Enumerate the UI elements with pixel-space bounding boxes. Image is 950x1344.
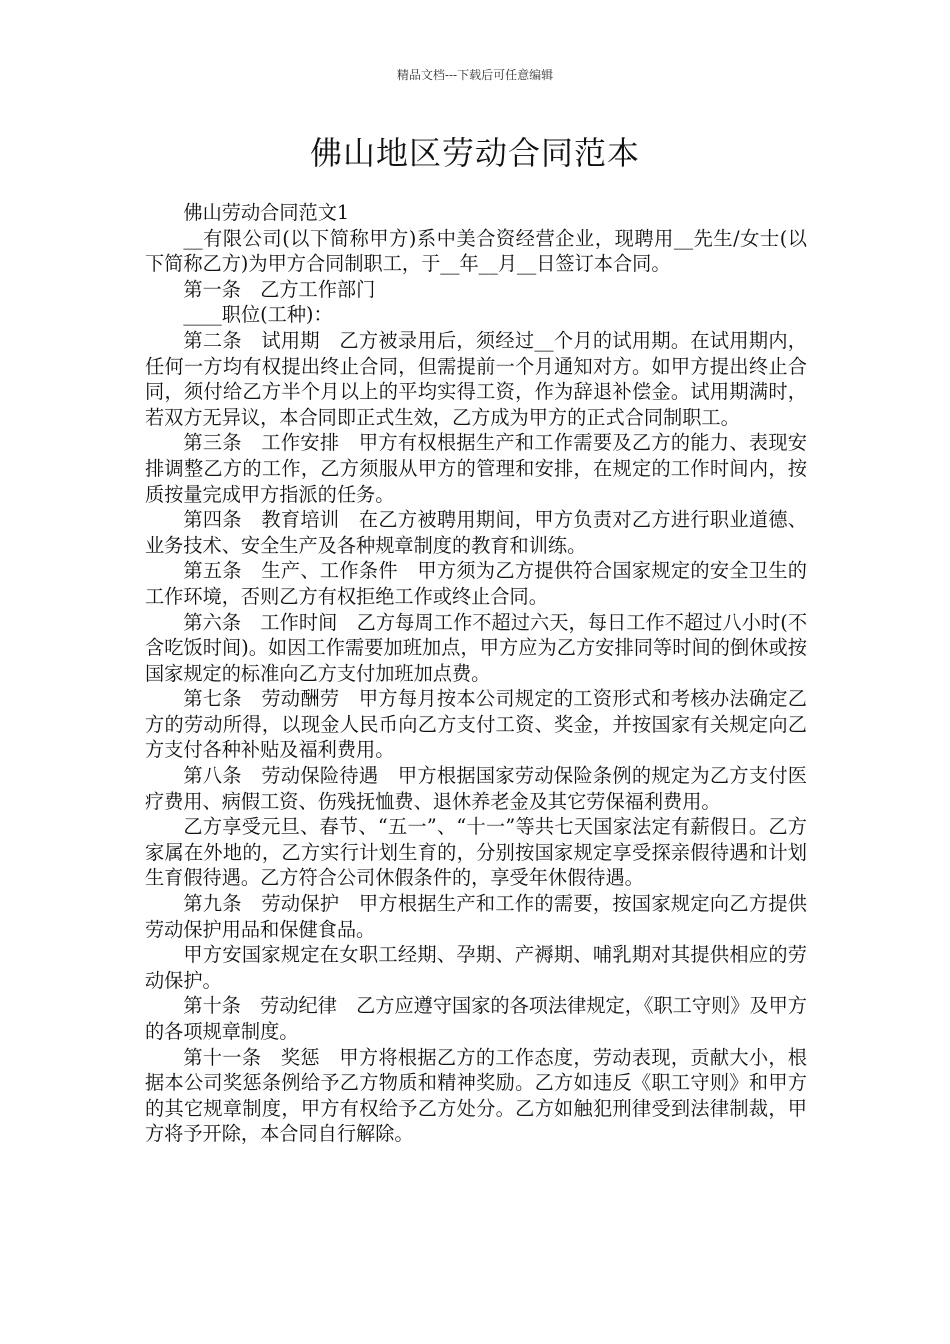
paragraph: 第九条 劳动保护 甲方根据生产和工作的需要，按国家规定向乙方提供劳动保护用品和保健食品。 [145,892,807,941]
paragraph: 第三条 工作安排 甲方有权根据生产和工作需要及乙方的能力、表现安排调整乙方的工作，乙方须服从甲方的管理和安排，在规定的工作时间内，按质按量完成甲方指派的任务。 [145,431,807,506]
paragraph: 乙方享受元旦、春节、“五一”、“十一”等共七天国家法定有薪假日。乙方家属在外地的，乙方实行计划生育的，分别按国家规定享受探亲假待遇和计划生育假待遇。乙方符合公司休假条件的，享受年休假待遇。 [145,815,807,890]
paragraph: __有限公司(以下简称甲方)系中美合资经营企业，现聘用__先生/女士(以下简称乙方)为甲方合同制职工，于__年__月__日签订本合同。 [145,226,807,276]
paragraph: 第五条 生产、工作条件 甲方须为乙方提供符合国家规定的安全卫生的工作环境，否则乙方有权拒绝工作或终止合同。 [145,559,807,608]
paragraph: 第二条 试用期 乙方被录用后，须经过__个月的试用期。在试用期内，任何一方均有权提出终止合同，但需提前一个月通知对方。如甲方提出终止合同，须付给乙方半个月以上的平均实得工资，作为辞退补偿金。试用期满时，若双方无异议，本合同即正式生效，乙方成为甲方的正式合同制职工。 [145,328,807,429]
paragraph: 第四条 教育培训 在乙方被聘用期间，甲方负责对乙方进行职业道德、业务技术、安全生产及各种规章制度的教育和训练。 [145,508,807,557]
paragraph: 第六条 工作时间 乙方每周工作不超过六天，每日工作不超过八小时(不含吃饭时间)。如因工作需要加班加点，甲方应为乙方安排同等时间的倒休或按国家规定的标准向乙方支付加班加点费。 [145,610,807,685]
page-header: 精品文档---下载后可任意编辑 [396,68,554,82]
document-title: 佛山地区劳动合同范本 [309,134,640,172]
paragraph: 佛山劳动合同范文1 [183,201,350,224]
paragraph: 甲方安国家规定在女职工经期、孕期、产褥期、哺乳期对其提供相应的劳动保护。 [145,943,807,992]
paragraph: 第一条 乙方工作部门 [183,277,376,301]
paragraph: 第十一条 奖惩 甲方将根据乙方的工作态度，劳动表现，贡献大小，根据本公司奖惩条例给予乙方物质和精神奖励。乙方如违反《职工守则》和甲方的其它规章制度，甲方有权给予乙方处分。乙方如触犯刑律受到法律制裁，甲方将予开除，本合同自行解除。 [145,1045,807,1146]
document-body [145,200,807,1147]
paragraph: ____职位(工种)： [183,303,333,327]
paragraph: 第八条 劳动保险待遇 甲方根据国家劳动保险条例的规定为乙方支付医疗费用、病假工资、伤残抚恤费、退休养老金及其它劳保福利费用。 [145,764,807,813]
paragraph: 第十条 劳动纪律 乙方应遵守国家的各项法律规定，《职工守则》及甲方的各项规章制度。 [145,994,807,1043]
paragraph: 第七条 劳动酬劳 甲方每月按本公司规定的工资形式和考核办法确定乙方的劳动所得，以现金人民币向乙方支付工资、奖金，并按国家有关规定向乙方支付各种补贴及福利费用。 [145,687,807,762]
